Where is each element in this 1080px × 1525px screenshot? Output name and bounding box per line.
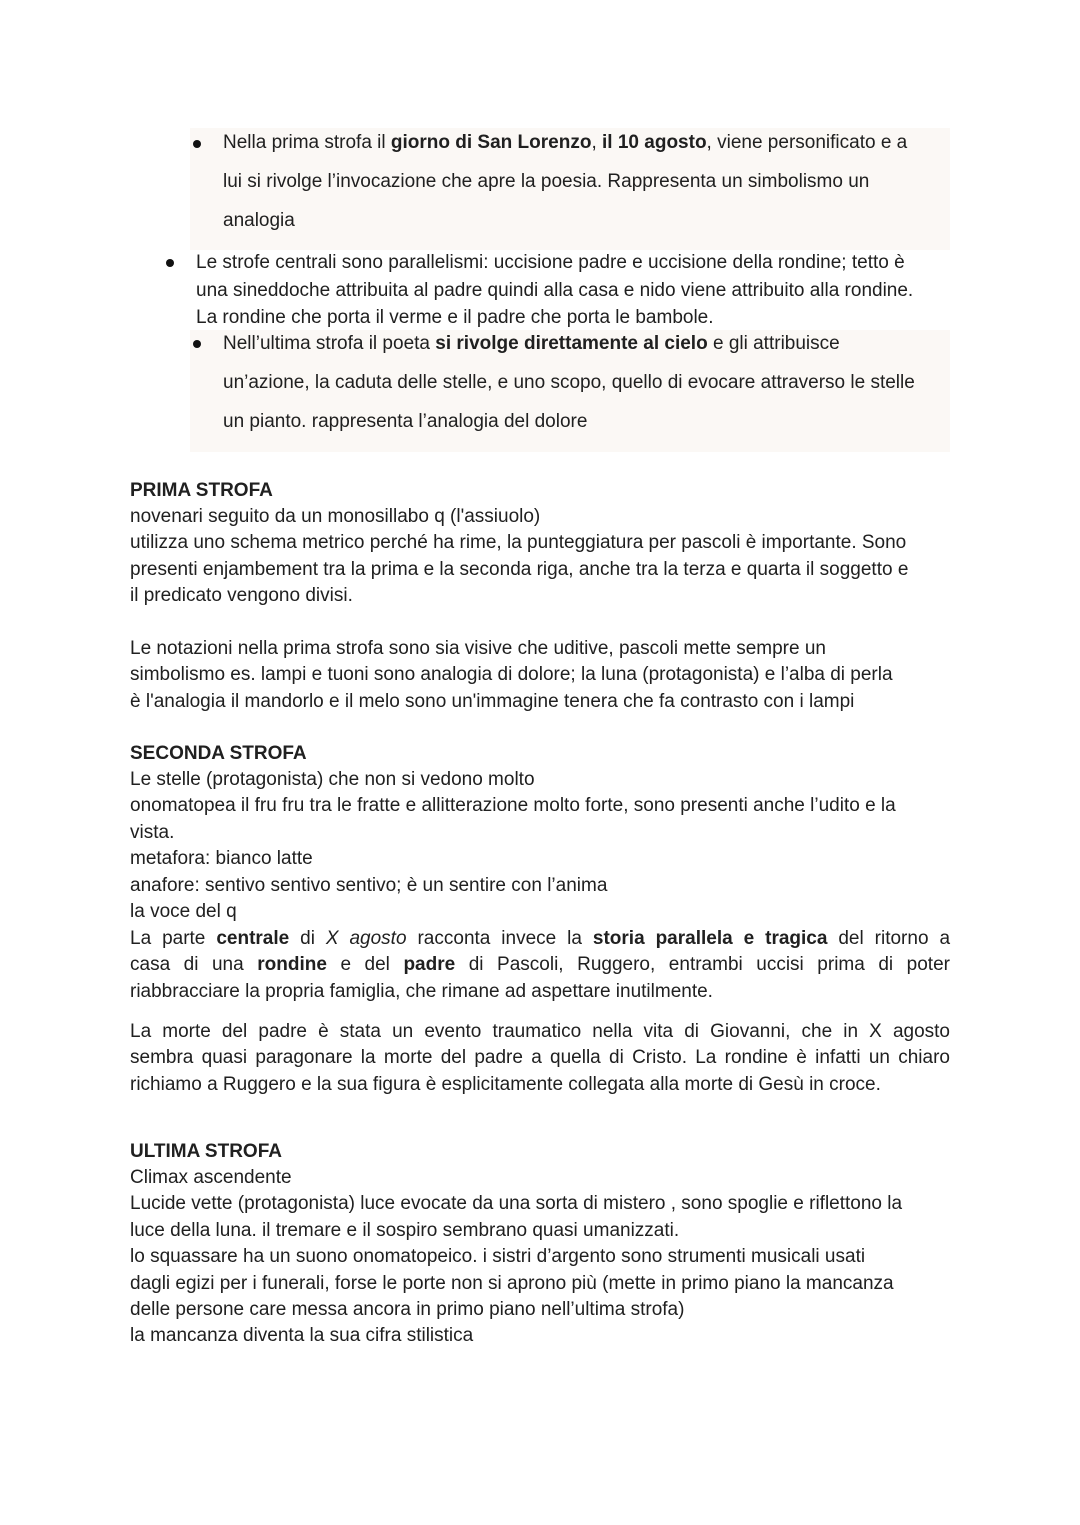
text-line: riabbracciare la propria famiglia, che rimane ad aspettare inutilmente. — [130, 980, 713, 1002]
text-line: è l'analogia il mandorlo e il melo sono un'immagine tenera che fa contrasto con i lampi — [130, 690, 855, 712]
text-line: lo squassare ha un suono onomatopeico. i sistri d’argento sono strumenti musicali usati — [130, 1246, 866, 1268]
text-line: novenari seguito da un monosillabo q (l'assiuolo) — [130, 506, 541, 527]
bold-10-agosto: il 10 agosto — [602, 132, 707, 153]
italic-x-agosto: X agosto — [325, 928, 407, 949]
text-line: la voce del q — [130, 901, 237, 923]
bullet-3-line-2: un’azione, la caduta delle stelle, e uno scopo, quello di evocare attraverso le stelle — [223, 372, 915, 393]
text-line: vista. — [130, 821, 175, 843]
text-line: casa di una rondine e del padre di Pascoli, Ruggero, entrambi uccisi prima di poter — [130, 954, 950, 976]
bullet-dot-1 — [193, 140, 201, 148]
bullet-3-line-3: un pianto. rappresenta l’analogia del dolore — [223, 411, 588, 432]
seconda-strofa-death — [130, 1019, 950, 1098]
bullet-2-line-3: La rondine che porta il verme e il padre che porta le bambole. — [196, 307, 714, 328]
text-line: Le notazioni nella prima strofa sono sia visive che uditive, pascoli mette sempre un — [130, 638, 826, 659]
bold-centrale: centrale — [216, 928, 290, 949]
text-line: metafora: bianco latte — [130, 848, 313, 870]
text-line: Lucide vette (protagonista) luce evocate da una sorta di mistero , sono spoglie e riflettono la — [130, 1193, 903, 1215]
bullet-dot-3 — [193, 340, 201, 348]
text-line: La morte del padre è stata un evento traumatico nella vita di Giovanni, che in X agosto — [130, 1021, 950, 1042]
heading-prima-strofa: PRIMA STROFA — [130, 480, 273, 501]
text-line: simbolismo es. lampi e tuoni sono analogia di dolore; la luna (protagonista) e l’alba di perla — [130, 664, 893, 686]
seconda-strofa-text — [130, 767, 950, 925]
heading-seconda-strofa: SECONDA STROFA — [130, 743, 307, 764]
text-line: sembra quasi paragonare la morte del padre a quella di Cristo. La rondine è infatti un chiaro — [130, 1047, 950, 1069]
bold-padre: padre — [403, 954, 456, 976]
text-line: il predicato vengono divisi. — [130, 585, 353, 607]
bullet-1-line-1: Nella prima strofa il giorno di San Lorenzo, il 10 agosto, viene personificato e a — [223, 132, 908, 153]
heading-ultima-strofa: ULTIMA STROFA — [130, 1141, 282, 1162]
text-line: la mancanza diventa la sua cifra stilistica — [130, 1325, 474, 1347]
ultima-strofa-text — [130, 1165, 950, 1350]
bullet-1-line-3: analogia — [223, 210, 295, 231]
text-line: luce della luna. il tremare e il sospiro sembrano quasi umanizzati. — [130, 1219, 680, 1241]
prima-strofa-text — [130, 504, 950, 610]
bold-san-lorenzo: giorno di San Lorenzo — [390, 132, 592, 153]
text-line: Climax ascendente — [130, 1167, 292, 1188]
seconda-strofa-central — [130, 926, 950, 1005]
prima-strofa-notes — [130, 636, 950, 715]
text-line: Le stelle (protagonista) che non si vedono molto — [130, 769, 535, 790]
bullet-3-line-1: Nell’ultima strofa il poeta si rivolge direttamente al cielo e gli attribuisce — [223, 333, 840, 354]
bold-storia-parallela: storia parallela e tragica — [592, 928, 828, 949]
text-line: delle persone care messa ancora in primo piano nell’ultima strofa) — [130, 1299, 685, 1321]
bullet-dot-2 — [166, 259, 174, 267]
bullet-2-line-2: una sineddoche attribuita al padre quindi alla casa e nido viene attribuito alla rondine. — [196, 280, 914, 301]
text-line: anafore: sentivo sentivo sentivo; è un sentire con l’anima — [130, 874, 608, 896]
bullet-2-line-1: Le strofe centrali sono parallelismi: uccisione padre e uccisione della rondine; tetto è — [196, 252, 905, 273]
text-line: presenti enjambement tra la prima e la seconda riga, anche tra la terza e quarta il soggetto e — [130, 558, 909, 580]
text-line: onomatopea il fru fru tra le fratte e allitterazione molto forte, sono presenti anche l’udito e la — [130, 795, 896, 817]
text-line: richiamo a Ruggero e la sua figura è esplicitamente collegata alla morte di Gesù in croce. — [130, 1073, 881, 1095]
bold-rivolge-cielo: si rivolge direttamente al cielo — [435, 333, 708, 354]
bullet-1-line-2: lui si rivolge l’invocazione che apre la poesia. Rappresenta un simbolismo un — [223, 171, 870, 192]
text-line: dagli egizi per i funerali, forse le porte non si aprono più (mette in primo piano la mancanza — [130, 1272, 894, 1294]
text-line: utilizza uno schema metrico perché ha rime, la punteggiatura per pascoli è importante. Sono — [130, 532, 907, 554]
text-line: La parte centrale di X agosto racconta invece la storia parallela e tragica del ritorno a — [130, 928, 951, 949]
bold-rondine: rondine — [257, 954, 327, 976]
